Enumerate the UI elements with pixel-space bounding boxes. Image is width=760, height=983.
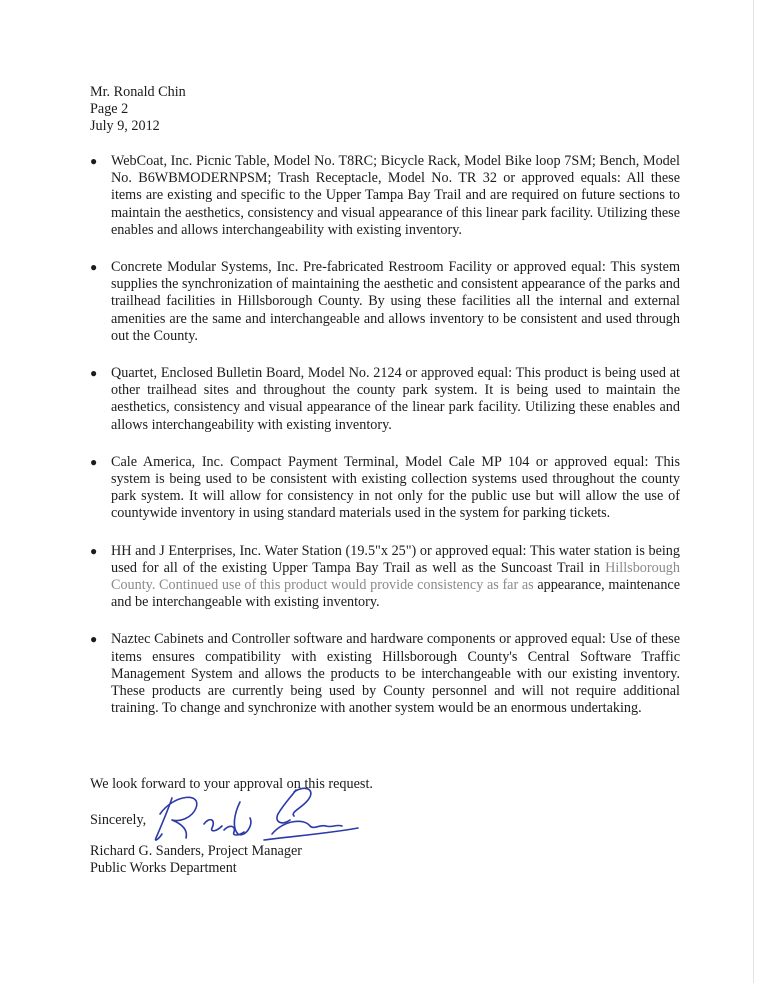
list-item-hh-and-j [90, 543, 680, 612]
recipient-name: Mr. Ronald Chin [90, 84, 186, 100]
list-item-text: Naztec Cabinets and Controller software and hardware components or approved equal: Use of these items ensures compatibility with existing Hillsborough County's Central Software Traffic Management System and allows the products to be interchangeable with our existing inventory. These products are currently being used by County personnel and will not require additional training. To change and synchronize with another system would be an enormous undertaking. [111, 631, 680, 717]
list-item-text: Cale America, Inc. Compact Payment Terminal, Model Cale MP 104 or approved equal: This system is being used to be consistent with existing collection systems used throughout the county park system. It will allow for consistency in not only for the public use but will allow the use of countywide inventory in using standard materials used in the system for parking tickets. [111, 453, 680, 522]
page-number: Page 2 [90, 101, 129, 117]
bullet-icon: ● [90, 454, 98, 469]
list-item-text: HH and J Enterprises, Inc. Water Station (19.5"x 25") or approved equal: This water station is being used for all of the existing Upper Tampa Bay Trail as well as the Suncoast Trail in [111, 542, 680, 576]
list-item-text: WebCoat, Inc. Picnic Table, Model No. T8RC; Bicycle Rack, Model Bike loop 7SM; Bench, Model No. B6WBMODERNPSM; Trash Receptacle, Model No. TR 32 or approved equals: All these items are existing and specific to the Upper Tampa Bay Trail and are required on future sections to maintain the aesthetics, consistency and visual appearance of this linear park facility. Utilizing these enables and allows interchangeability with existing inventory. [111, 153, 680, 238]
letter-header [90, 84, 186, 135]
letter-date: July 9, 2012 [90, 118, 160, 134]
bullet-icon: ● [90, 632, 98, 647]
list-item-webcoat [90, 153, 680, 239]
signature-image [144, 780, 366, 848]
equipment-list [90, 153, 680, 737]
list-item-concrete-modular [90, 259, 680, 345]
list-item-text: Concrete Modular Systems, Inc. Pre-fabricated Restroom Facility or approved equal: This system supplies the synchronization of maintaining the aesthetic and consistent appearance of the parks and trailhead facilities in Hillsborough County. By using these facilities all the internal and external amenities are the same and interchangeable and allows inventory to be consistent and used through out the County. [111, 259, 680, 344]
bullet-icon: ● [90, 366, 98, 381]
page-edge-line [753, 0, 754, 983]
list-item-naztec [90, 631, 680, 717]
bullet-icon: ● [90, 543, 98, 558]
bullet-icon: ● [90, 260, 98, 275]
salutation: Sincerely, [90, 812, 147, 828]
list-item-cale-america [90, 454, 680, 523]
closing-line: We look forward to your approval on this request. [90, 776, 373, 792]
signer-department: Public Works Department [90, 860, 237, 876]
signer-block [90, 843, 302, 877]
list-item-faded-text: Hillsborough County. Continued use of this product would provide consistency as far as [111, 559, 680, 594]
list-item-tail-text: appearance, maintenance and be interchangeable with existing inventory. [111, 577, 681, 611]
list-item-text: Quartet, Enclosed Bulletin Board, Model No. 2124 or approved equal: This product is being used at other trailhead sites and throughout the county park system. It is being used to maintain the aesthetics, consistency and visual appearance of the linear park facility. Utilizing these enables and allows interchangeability with existing inventory. [111, 365, 680, 433]
list-item-quartet [90, 365, 680, 434]
bullet-icon: ● [90, 154, 98, 168]
signer-name-title: Richard G. Sanders, Project Manager [90, 843, 302, 859]
